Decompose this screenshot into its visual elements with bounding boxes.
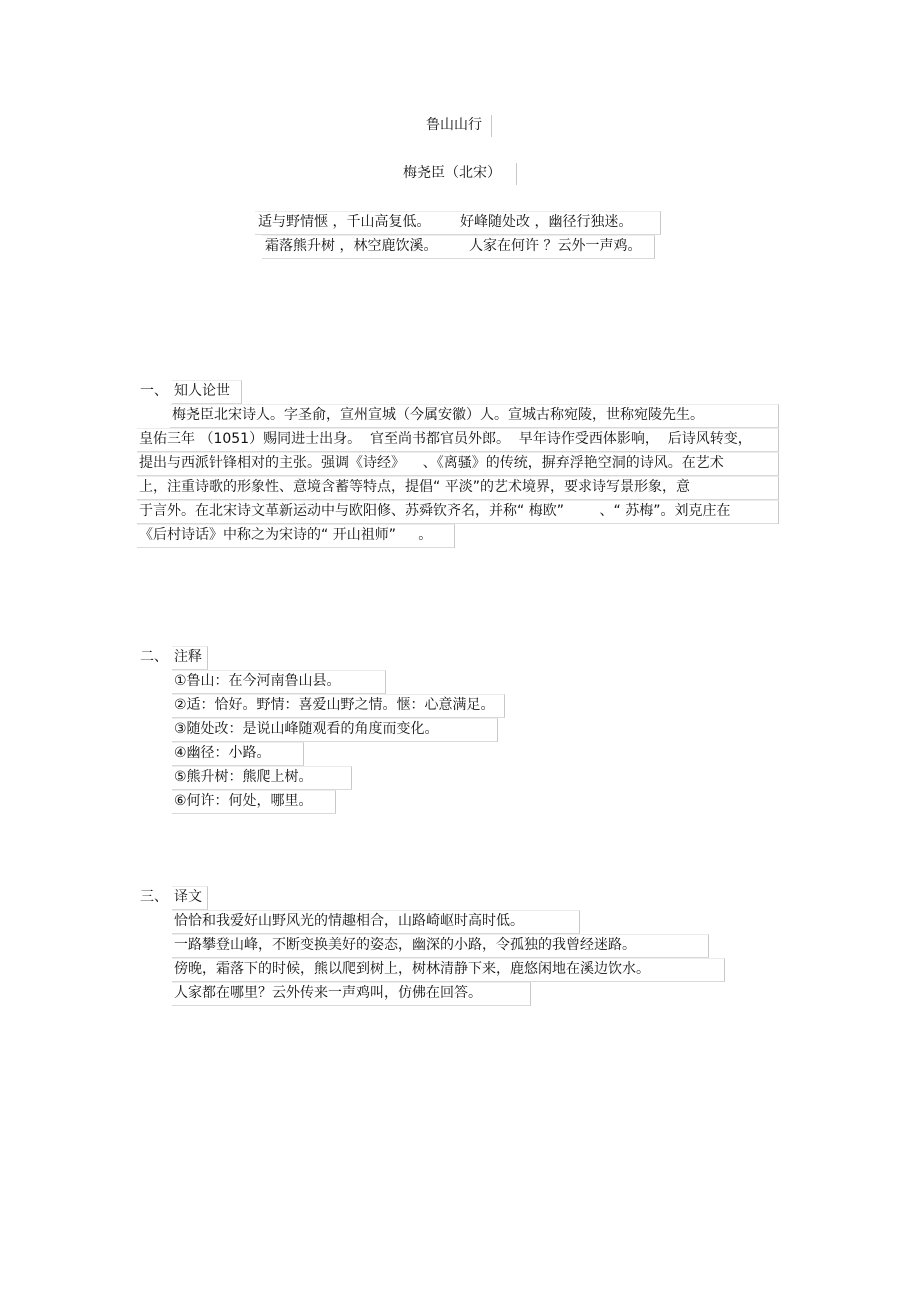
poem-title: 鲁山山行: [426, 117, 482, 133]
poem-line-1: 适与野情惬 ，千山高复低。: [258, 214, 431, 230]
translation-line-4: 人家都在哪里？云外传来一声鸡叫，仿佛在回答。: [174, 985, 482, 1001]
poem-author: 梅尧臣（北宋）: [403, 165, 501, 181]
note-item-2: ②适：恰好。野情：喜爱山野之情。惬：心意满足。: [174, 697, 495, 713]
section2-heading: 注释: [174, 649, 202, 665]
section3-heading: 译文: [174, 889, 202, 905]
poem-line-4: 人家在何许 ？云外一声鸡。: [469, 238, 642, 254]
section2-number: 二、: [140, 649, 168, 665]
note-item-1: ①鲁山：在今河南鲁山县。: [174, 673, 341, 689]
poem-line-3: 霜落熊升树 ，林空鹿饮溪。: [265, 238, 438, 254]
translation-line-1: 恰恰和我爱好山野风光的情趣相合，山路崎岖时高时低。: [174, 913, 524, 929]
section3-number: 三、: [140, 889, 168, 905]
translation-line-2: 一路攀登山峰，不断变换美好的姿态，幽深的小路，令孤独的我曾经迷路。: [174, 937, 636, 953]
section1-number: 一、: [140, 383, 168, 399]
section1-heading: 知人论世: [174, 383, 230, 399]
note-item-3: ③随处改：是说山峰随观看的角度而变化。: [174, 721, 439, 737]
s1-line-2: 皇佑三年 （1051）赐同进士出身。 官至尚书都官员外郎。 早年诗作受西体影响， 后诗风转变，: [139, 431, 752, 447]
s1-line-5: 于言外。在北宋诗文革新运动中与欧阳修、苏舜钦齐名，并称“ 梅欧” 、“ 苏梅”。刘克庄在: [139, 503, 731, 519]
s1-line-6: 《后村诗话》中称之为宋诗的“ 开山祖师” 。: [139, 527, 433, 543]
s1-line-3: 提出与西派针锋相对的主张。强调《诗经》 、《离骚》的传统，摒弃浮艳空洞的诗风。在艺术: [139, 455, 724, 471]
s1-line-1: 梅尧臣北宋诗人。字圣俞，宣州宣城（今属安徽）人。宣城古称宛陵，世称宛陵先生。: [172, 407, 704, 423]
translation-line-3: 傍晚，霜落下的时候，熊以爬到树上，树林清静下来，鹿悠闲地在溪边饮水。: [174, 961, 650, 977]
note-item-6: ⑥何许：何处，哪里。: [174, 793, 313, 809]
poem-line-2: 好峰随处改 ，幽径行独迷。: [460, 214, 633, 230]
note-item-4: ④幽径：小路。: [174, 745, 271, 761]
s1-line-4: 上，注重诗歌的形象性、意境含蓄等特点，提倡“ 平淡”的艺术境界，要求诗写景形象，意: [139, 479, 690, 495]
note-item-5: ⑤熊升树：熊爬上树。: [174, 769, 313, 785]
